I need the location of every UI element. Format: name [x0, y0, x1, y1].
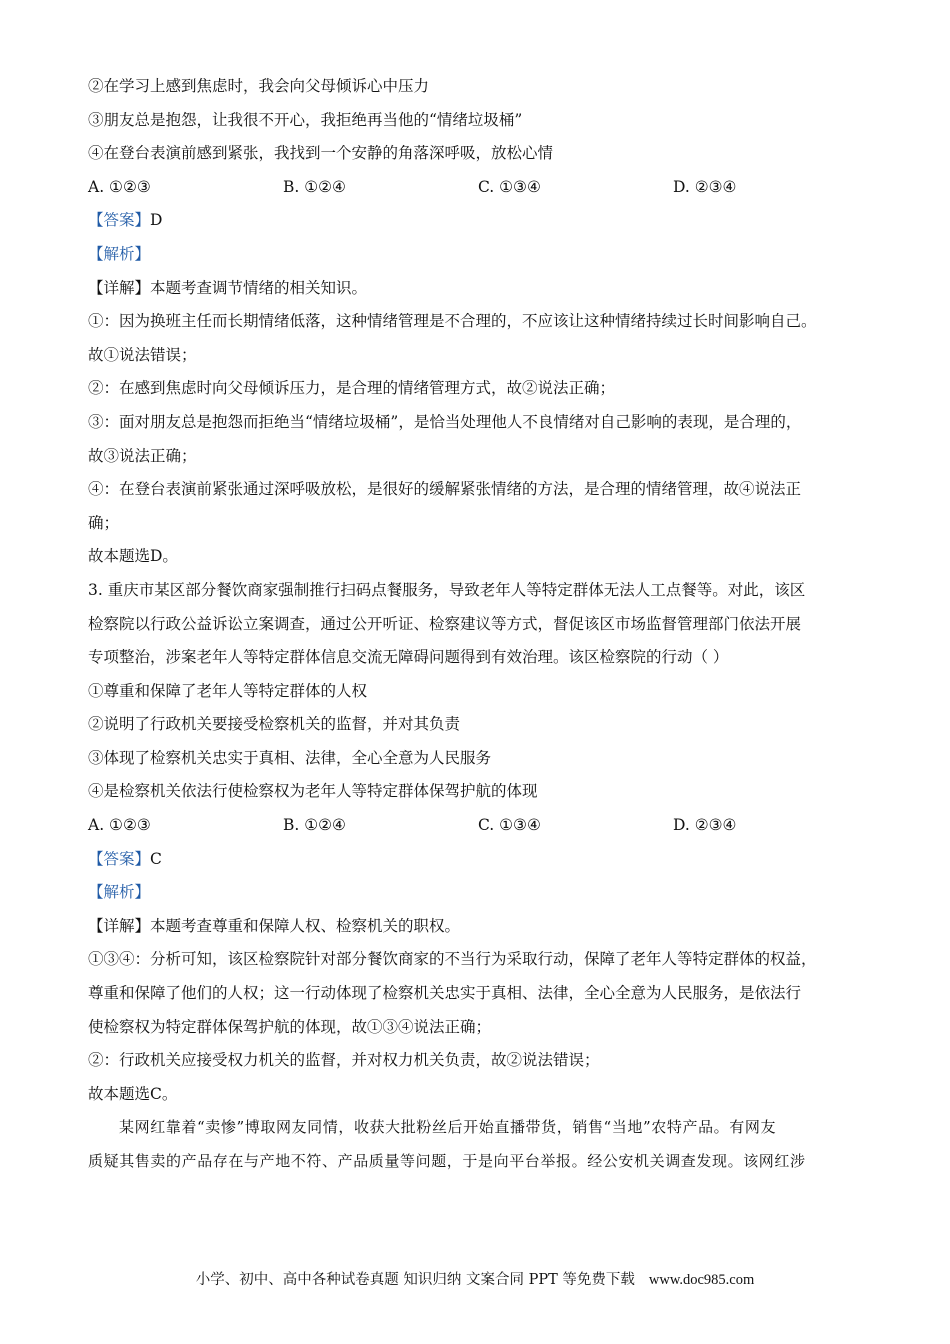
q2-answer — [88, 204, 868, 238]
statement-2: ②在学习上感到焦虑时，我会向父母倾诉心中压力 — [88, 77, 430, 95]
q2-line: 故①说法错误； — [88, 345, 197, 364]
q2-line: ③：面对朋友总是抱怨而拒绝当“情绪垃圾桶”，是恰当处理他人不良情绪对自己影响的表现，是合理的， — [88, 412, 802, 431]
q3-answer-value: C — [150, 849, 162, 868]
q3-detail-tag: 【详解】 — [88, 916, 151, 935]
q3-line: 使检察权为特定群体保驾护航的体现，故①③④说法正确； — [88, 1017, 492, 1036]
q2-line: ④：在登台表演前紧张通过深呼吸放松，是很好的缓解紧张情绪的方法，是合理的情绪管理，故④说法正 — [88, 480, 802, 499]
q2-options — [88, 171, 868, 205]
q2-analysis-tag: 【解析】 — [88, 244, 151, 263]
q3-option-c: C. ①③④ — [478, 816, 541, 835]
q3-option-a: A. ①②③ — [88, 816, 151, 835]
q2-option-d: D. ②③④ — [673, 177, 737, 196]
q3-stem: 3. 重庆市某区部分餐饮商家强制推行扫码点餐服务，导致老年人等特定群体无法人工点餐等。对此，该区 — [88, 580, 806, 599]
q2-answer-value: D — [150, 211, 163, 230]
q3-option-b: B. ①②④ — [283, 816, 346, 835]
q3-option-d: D. ②③④ — [673, 816, 737, 835]
q2-line: ①：因为换班主任而长期情绪低落，这种情绪管理是不合理的，不应该让这种情绪持续过长时间影响自己。 — [88, 312, 817, 331]
document-content — [88, 70, 868, 1179]
q2-answer-tag: 【答案】 — [88, 211, 151, 230]
q3-statement-2: ②说明了行政机关要接受检察机关的监督，并对其负责 — [88, 715, 461, 734]
q3-line: ②：行政机关应接受权力机关的监督，并对权力机关负责，故②说法错误； — [88, 1051, 600, 1070]
q3-line: 尊重和保障了他们的人权；这一行动体现了检察机关忠实于真相、法律，全心全意为人民服务，是依法行 — [88, 984, 802, 1003]
q2-line: 故③说法正确； — [88, 446, 197, 465]
q3-detail-text: 本题考查尊重和保障人权、检察机关的职权。 — [150, 916, 461, 935]
q3-analysis-tag: 【解析】 — [88, 883, 151, 902]
q3-statement-1: ①尊重和保障了老年人等特定群体的人权 — [88, 681, 368, 700]
q3-detail — [88, 910, 868, 944]
q3-line: ①③④：分析可知，该区检察院针对部分餐饮商家的不当行为采取行动，保障了老年人等特定群体的权益， — [88, 950, 817, 969]
q2-detail-tag: 【详解】 — [88, 278, 151, 297]
q3-stem: 检察院以行政公益诉讼立案调查，通过公开听证、检察建议等方式，督促该区市场监督管理部门依法开展 — [88, 614, 802, 633]
q2-detail — [88, 272, 868, 306]
q2-detail-text: 本题考查调节情绪的相关知识。 — [150, 278, 368, 297]
q3-options — [88, 809, 868, 843]
q3-statement-3: ③体现了检察机关忠实于真相、法律，全心全意为人民服务 — [88, 748, 492, 767]
footer-site-link[interactable]: www.doc985.com — [648, 1272, 755, 1288]
passage-line: 某网红靠着“卖惨”博取网友同情，收获大批粉丝后开始直播带货，销售“当地”农特产品。有网友 — [119, 1118, 777, 1137]
footer-text: 小学、初中、高中各种试卷真题 知识归纳 文案合同 PPT 等免费下载 — [195, 1272, 635, 1288]
statement-3: ③朋友总是抱怨，让我很不开心，我拒绝再当他的“情绪垃圾桶” — [88, 110, 523, 129]
q3-stem: 专项整治，涉案老年人等特定群体信息交流无障碍问题得到有效治理。该区检察院的行动（ ） — [88, 648, 729, 667]
q2-option-a: A. ①②③ — [88, 177, 151, 196]
q3-statement-4: ④是检察机关依法行使检察权为老年人等特定群体保驾护航的体现 — [88, 782, 538, 801]
q2-line: 确； — [88, 513, 120, 532]
page-footer — [0, 1268, 950, 1289]
q2-line: ②：在感到焦虑时向父母倾诉压力，是合理的情绪管理方式，故②说法正确； — [88, 379, 616, 398]
q3-answer — [88, 843, 868, 877]
q3-conclusion: 故本题选C。 — [88, 1084, 178, 1103]
passage-line: 质疑其售卖的产品存在与产地不符、产品质量等问题，于是向平台举报。经公安机关调查发现。该网红涉 — [88, 1152, 806, 1170]
q2-conclusion: 故本题选D。 — [88, 547, 178, 566]
q2-option-b: B. ①②④ — [283, 177, 346, 196]
q3-answer-tag: 【答案】 — [88, 849, 151, 868]
q2-option-c: C. ①③④ — [478, 177, 541, 196]
statement-4: ④在登台表演前感到紧张，我找到一个安静的角落深呼吸，放松心情 — [88, 144, 554, 163]
